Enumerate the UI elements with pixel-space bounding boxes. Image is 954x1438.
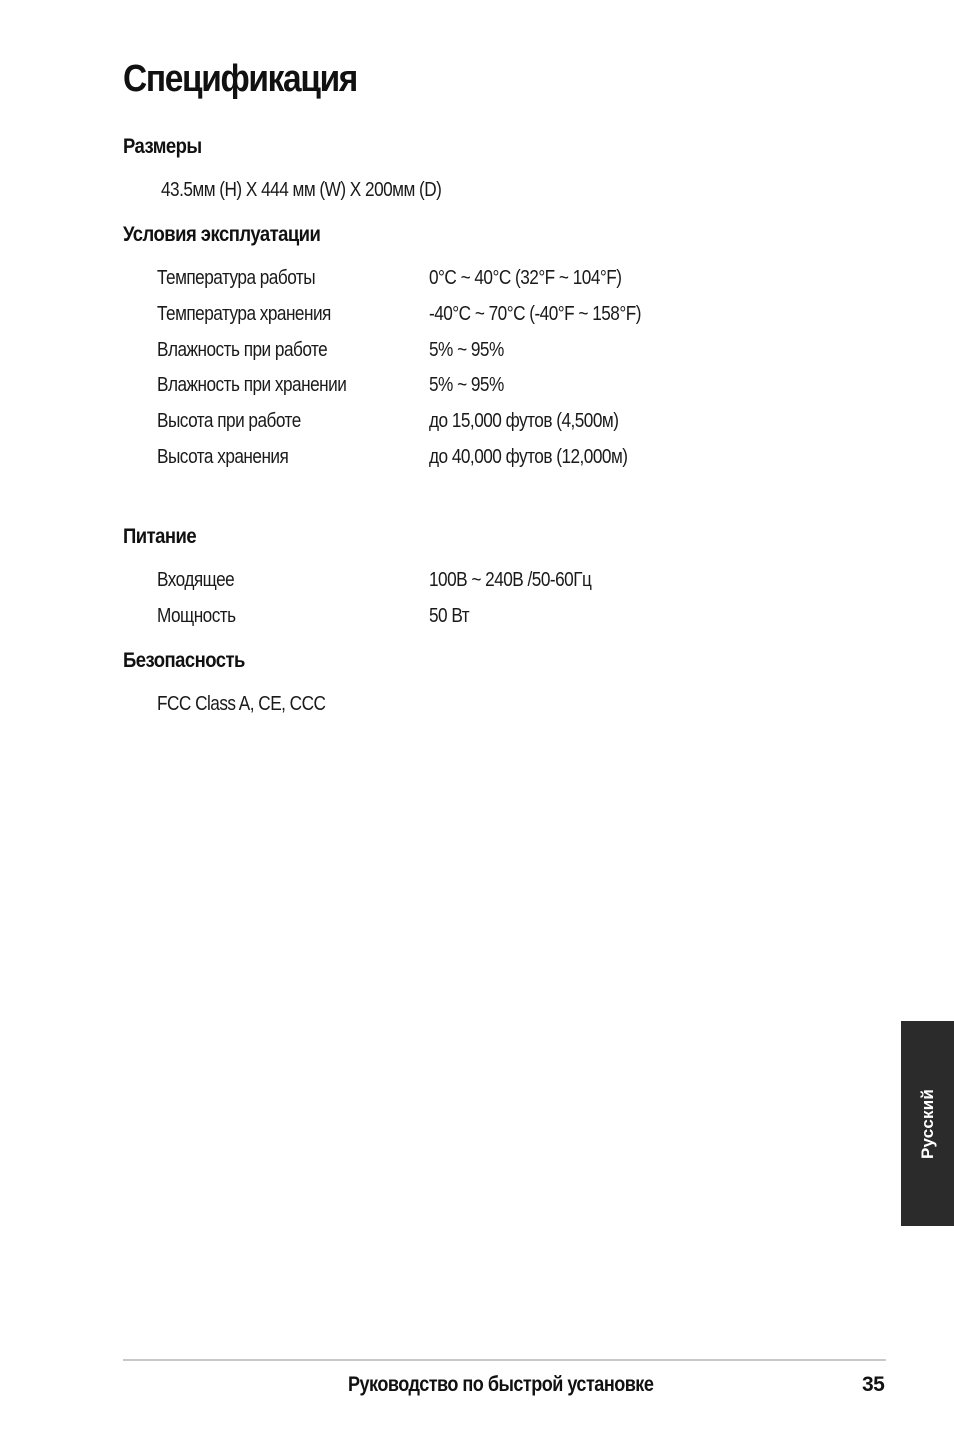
spec-label: Влажность при работе [157,339,328,361]
section-heading-safety: Безопасность [123,649,245,672]
section-heading-environment: Условия эксплуатации [123,223,321,246]
spec-label: Высота хранения [157,446,289,468]
spec-label: Входящее [157,569,235,591]
footer-divider [123,1359,886,1361]
spec-label: Температура работы [157,267,316,289]
page-number: 35 [862,1373,885,1396]
spec-label: Высота при работе [157,410,301,432]
section-heading-power: Питание [123,525,197,548]
spec-value: -40°C ~ 70°C (-40°F ~ 158°F) [429,303,641,325]
spec-value: 100В ~ 240В /50-60Гц [429,569,592,591]
spec-value: 0°C ~ 40°C (32°F ~ 104°F) [429,267,622,289]
spec-value: 5% ~ 95% [429,339,504,361]
spec-label: Мощность [157,605,236,627]
spec-value: 50 Вт [429,605,470,627]
safety-text: FCC Class A, CE, CCC [157,693,326,715]
spec-value: 5% ~ 95% [429,374,504,396]
footer-title: Руководство по быстрой установке [348,1373,654,1396]
language-side-tab [901,1021,954,1226]
spec-value: до 15,000 футов (4,500м) [429,410,619,432]
spec-label: Температура хранения [157,303,331,325]
dimensions-text: 43.5мм (H) X 444 мм (W) X 200мм (D) [161,179,442,201]
section-heading-dimensions: Размеры [123,135,202,158]
spec-value: до 40,000 футов (12,000м) [429,446,628,468]
page-title: Спецификация [123,58,357,100]
spec-label: Влажность при хранении [157,374,347,396]
language-side-tab-label: Русский [917,1088,937,1159]
